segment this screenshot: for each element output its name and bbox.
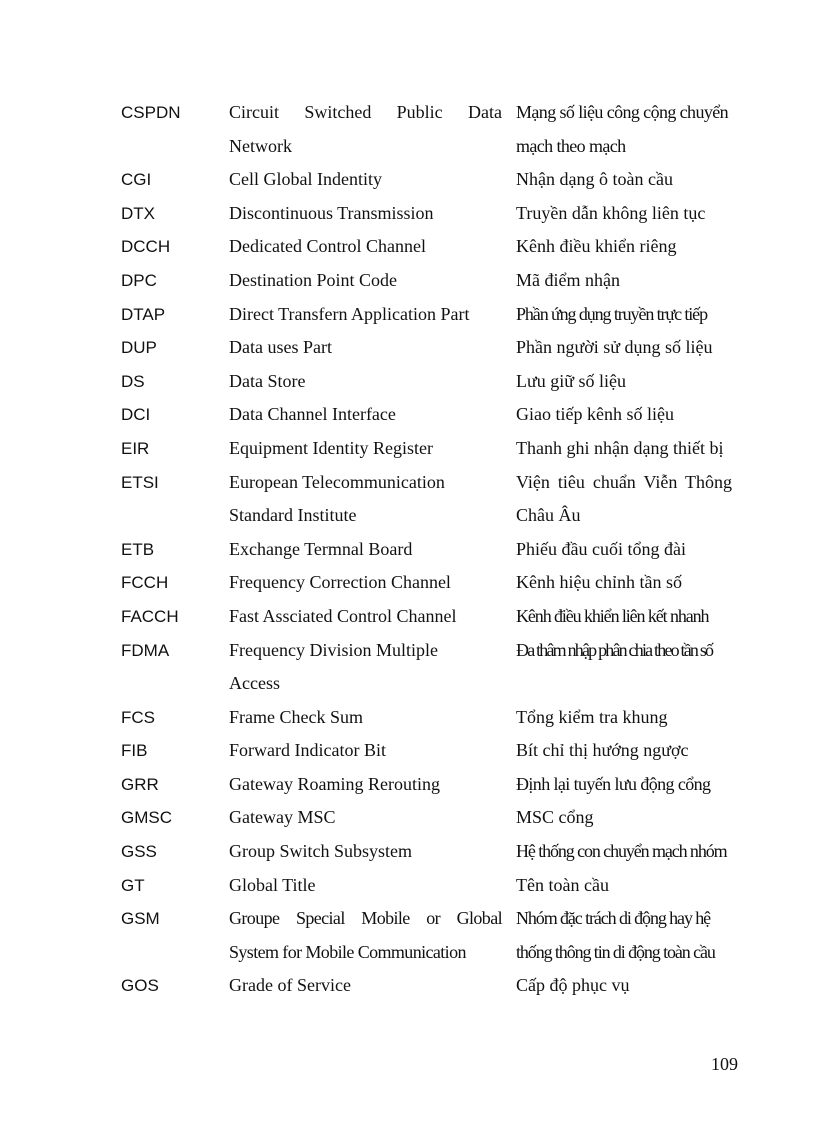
table-row <box>0 969 816 1003</box>
abbreviation: ETSI <box>121 472 159 492</box>
vietnamese-term: MSC cổng <box>516 807 594 828</box>
abbreviation: DTX <box>121 203 155 223</box>
abbreviation: FACCH <box>121 606 179 626</box>
table-row <box>0 835 816 869</box>
vietnamese-term: Nhóm đặc trách di động hay hệ thống thông tin di động toàn cầu <box>516 908 715 962</box>
table-row <box>0 701 816 735</box>
english-term: Destination Point Code <box>229 269 397 290</box>
abbreviation: DPC <box>121 270 157 290</box>
abbreviation: GMSC <box>121 808 172 828</box>
english-term: Frequency Division Multiple Access <box>229 639 438 694</box>
abbreviation-table <box>0 96 816 1003</box>
table-row <box>0 634 816 701</box>
table-row <box>0 869 816 903</box>
table-row <box>0 600 816 634</box>
abbreviation: DCCH <box>121 237 171 257</box>
english-term: Equipment Identity Register <box>229 437 433 458</box>
vietnamese-term: Nhận dạng ô toàn cầu <box>516 169 673 190</box>
abbreviation: GSM <box>121 909 160 929</box>
english-term: Global Title <box>229 874 316 895</box>
abbreviation: DCI <box>121 405 151 425</box>
table-row <box>0 96 816 163</box>
table-row <box>0 566 816 600</box>
vietnamese-term: Bít chỉ thị hướng ngược <box>516 740 689 761</box>
abbreviation: DS <box>121 371 145 391</box>
table-row <box>0 768 816 802</box>
page-number: 109 <box>711 1054 738 1074</box>
vietnamese-term: Kênh điều khiển riêng <box>516 236 677 257</box>
table-row <box>0 801 816 835</box>
abbreviation: FCCH <box>121 573 169 593</box>
english-term: Data uses Part <box>229 337 332 358</box>
vietnamese-term: Đa thâm nhập phân chia theo tần số <box>516 639 713 660</box>
vietnamese-term: Phần ứng dụng truyền trực tiếp <box>516 303 707 324</box>
table-row <box>0 365 816 399</box>
vietnamese-term: Định lại tuyến lưu động cổng <box>516 773 711 794</box>
vietnamese-term: Thanh ghi nhận dạng thiết bị <box>516 437 724 458</box>
table-row <box>0 197 816 231</box>
vietnamese-term: Tổng kiểm tra khung <box>516 706 668 727</box>
vietnamese-term: Tên toàn cầu <box>516 874 609 895</box>
table-row <box>0 331 816 365</box>
english-term: Frequency Correction Channel <box>229 572 451 593</box>
abbreviation: DTAP <box>121 304 166 324</box>
vietnamese-term: Lưu giữ số liệu <box>516 370 627 391</box>
english-term: Fast Assciated Control Channel <box>229 605 457 626</box>
english-term: Exchange Termnal Board <box>229 538 413 559</box>
english-term: Groupe Special Mobile or Global System for Mobile Communication <box>229 908 502 962</box>
english-term: Circuit Switched Public Data Network <box>229 102 502 156</box>
english-term: Discontinuous Transmission <box>229 202 434 223</box>
table-row <box>0 734 816 768</box>
english-term: Forward Indicator Bit <box>229 740 386 761</box>
table-row <box>0 533 816 567</box>
vietnamese-term: Phần người sử dụng số liệu <box>516 337 713 358</box>
abbreviation: GSS <box>121 842 157 862</box>
vietnamese-term: Kênh điều khiển liên kết nhanh <box>516 605 709 626</box>
english-term: Data Store <box>229 370 306 391</box>
vietnamese-term: Hệ thống con chuyển mạch nhóm <box>516 841 727 862</box>
table-row <box>0 264 816 298</box>
abbreviation: CSPDN <box>121 103 181 122</box>
vietnamese-term: Giao tiếp kênh số liệu <box>516 404 674 425</box>
english-term: European Telecommunication Standard Institute <box>229 471 445 526</box>
table-row <box>0 398 816 432</box>
vietnamese-term: Kênh hiệu chỉnh tần số <box>516 572 682 593</box>
english-term: Frame Check Sum <box>229 706 363 727</box>
abbreviation: GT <box>121 875 145 895</box>
abbreviation: GOS <box>121 976 159 996</box>
english-term: Grade of Service <box>229 975 351 996</box>
vietnamese-term: Mã điểm nhận <box>516 269 620 290</box>
abbreviation: ETB <box>121 539 155 559</box>
english-term: Data Channel Interface <box>229 404 396 425</box>
table-row <box>0 432 816 466</box>
english-term: Gateway MSC <box>229 807 336 828</box>
vietnamese-term: Phiếu đầu cuối tổng đài <box>516 538 686 559</box>
vietnamese-term: Cấp độ phục vụ <box>516 975 630 996</box>
english-term: Dedicated Control Channel <box>229 236 426 257</box>
vietnamese-term: Viện tiêu chuẩn Viễn Thông Châu Âu <box>516 471 732 526</box>
english-term: Direct Transfern Application Part <box>229 303 470 324</box>
table-row <box>0 902 816 969</box>
abbreviation: FDMA <box>121 640 170 660</box>
table-row <box>0 298 816 332</box>
table-row <box>0 466 816 533</box>
english-term: Group Switch Subsystem <box>229 841 413 862</box>
abbreviation: CGI <box>121 170 152 190</box>
vietnamese-term: Mạng số liệu công cộng chuyển mạch theo mạch <box>516 102 729 156</box>
vietnamese-term: Truyền dẫn không liên tục <box>516 202 706 223</box>
table-row <box>0 163 816 197</box>
abbreviation: DUP <box>121 338 157 358</box>
abbreviation: FCS <box>121 707 155 727</box>
abbreviation: GRR <box>121 774 159 794</box>
abbreviation: EIR <box>121 438 150 458</box>
abbreviation: FIB <box>121 741 148 761</box>
english-term: Gateway Roaming Rerouting <box>229 773 440 794</box>
english-term: Cell Global Indentity <box>229 169 382 190</box>
table-row <box>0 230 816 264</box>
